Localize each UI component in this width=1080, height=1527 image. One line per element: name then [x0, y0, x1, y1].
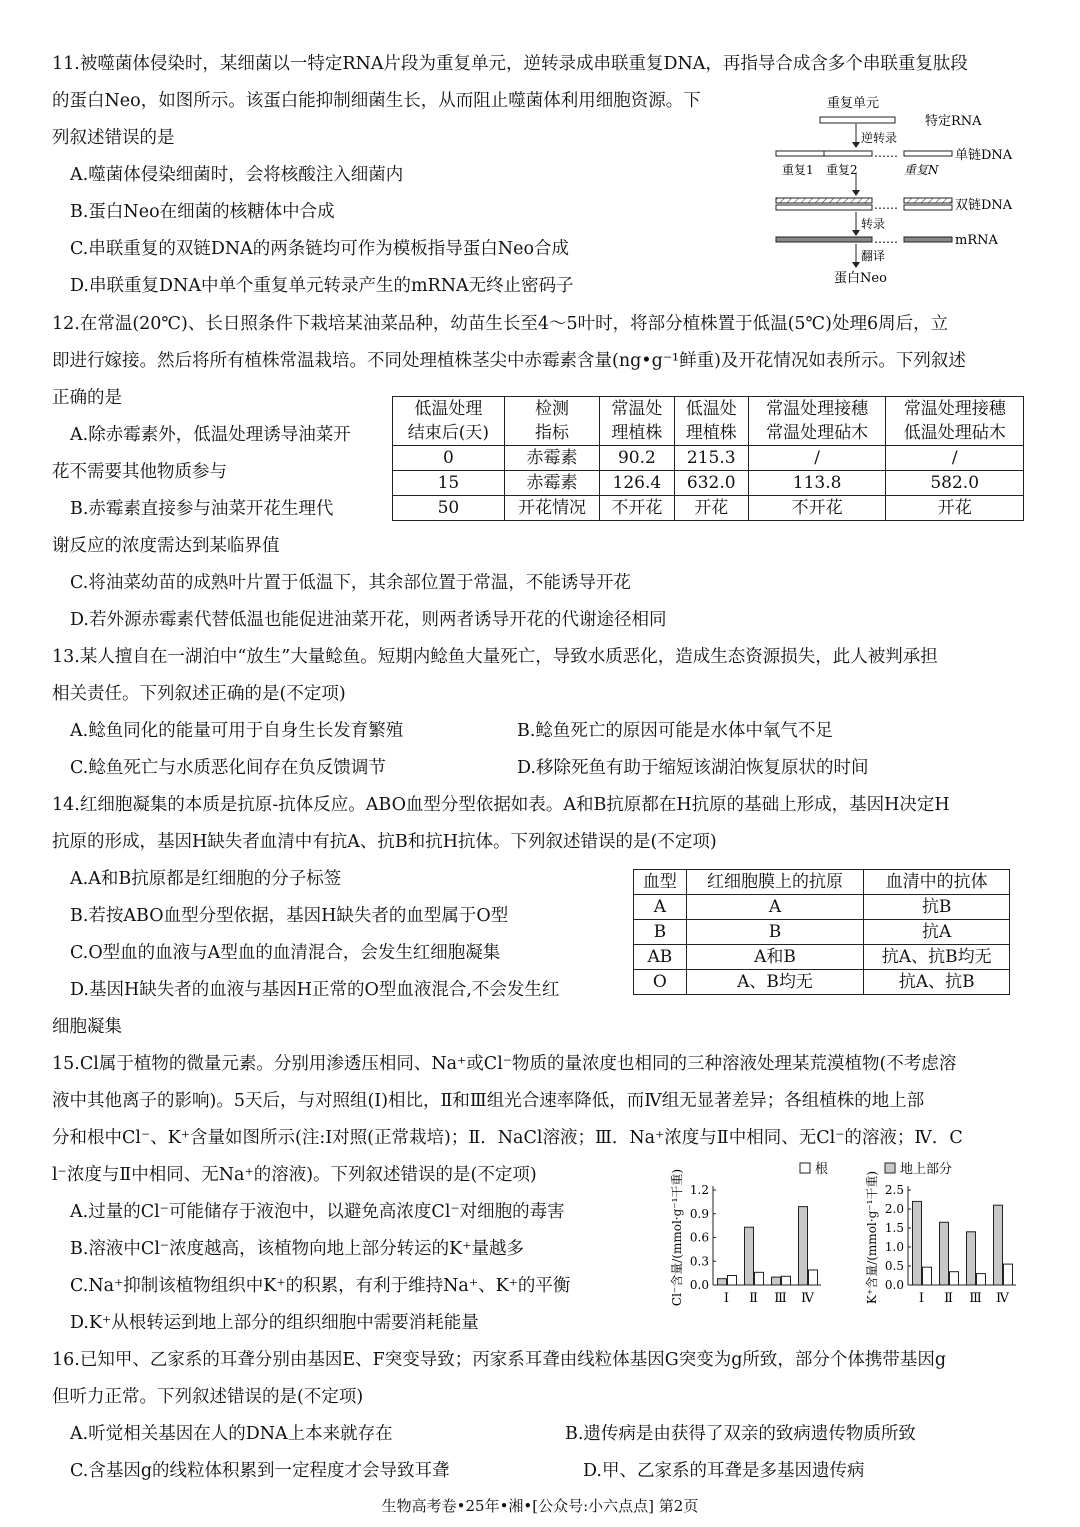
table-cell: 不开花 — [748, 496, 886, 521]
q12-option-b: B.赤霉素直接参与油菜开花生理代 — [70, 499, 334, 519]
bar-root — [782, 1276, 791, 1285]
table-cell: 抗A — [864, 920, 1010, 945]
table-row — [393, 496, 1024, 521]
bar-shoot — [718, 1279, 727, 1285]
y-tick-label: 0.9 — [689, 1206, 709, 1221]
table-row — [634, 895, 1010, 920]
table-cell: A、B均无 — [686, 970, 864, 995]
header-cell: 常温处理接穗 低温处理砧木 — [886, 397, 1024, 446]
x-tick-label: Ⅲ — [969, 1291, 982, 1306]
q15-option-a: A.过量的Cl⁻可能储存于液泡中，以避免高浓度Cl⁻对细胞的毒害 — [70, 1202, 565, 1222]
q14-option-a: A.A和B抗原都是红细胞的分子标签 — [70, 869, 342, 889]
q11-option-d: D.串联重复DNA中单个重复单元转录产生的mRNA无终止密码子 — [70, 276, 574, 296]
bar-root — [728, 1276, 737, 1286]
table-header-row — [393, 397, 1024, 446]
table-cell: 抗B — [864, 895, 1010, 920]
q16-option-b: B.遗传病是由获得了双亲的致病遗传物质所致 — [565, 1424, 916, 1444]
header-cell: 血型 — [634, 870, 687, 895]
q13-stem: 相关责任。下列叙述正确的是(不定项) — [52, 684, 346, 704]
q12-option-b-cont: 谢反应的浓度需达到某临界值 — [52, 536, 280, 556]
table-cell: / — [886, 446, 1024, 471]
dsdna-strand — [776, 205, 872, 210]
q15-stem: 15.Cl属于植物的微量元素。分别用渗透压相同、Na⁺或Cl⁻物质的量浓度也相同的三种溶液处理某荒漠植物(不考虑溶 — [52, 1054, 957, 1074]
q14-option-c: C.O型血的血液与A型血的血清混合，会发生红细胞凝集 — [70, 943, 501, 963]
ssdna-label: 单链DNA — [955, 148, 1013, 163]
q11-option-a: A.噬菌体侵染细菌时，会将核酸注入细菌内 — [70, 165, 404, 185]
table-cell: 582.0 — [886, 471, 1024, 496]
header-cell: 红细胞膜上的抗原 — [686, 870, 864, 895]
table-cell: 0 — [393, 446, 505, 471]
table-cell: 开花 — [674, 496, 748, 521]
table-cell: B — [634, 920, 687, 945]
bar-root — [977, 1274, 986, 1285]
y-tick-label: 1.5 — [884, 1221, 904, 1235]
repeat-unit-label: 重复单元 — [827, 96, 880, 111]
q15-option-c: C.Na⁺抑制该植物组织中K⁺的积累，有利于维持Na⁺、K⁺的平衡 — [70, 1276, 571, 1296]
page-footer: 生物高考卷•25年•湘•[公众号:小六点点] 第2页 — [381, 1497, 699, 1515]
table-row — [634, 945, 1010, 970]
table-row — [634, 920, 1010, 945]
table-cell: 90.2 — [600, 446, 674, 471]
ssdna-seg — [904, 151, 952, 156]
q11-option-c: C.串联重复的双链DNA的两条链均可作为模板指导蛋白Neo合成 — [70, 239, 570, 259]
bar-shoot — [940, 1222, 949, 1285]
bar-root — [950, 1272, 959, 1285]
table-cell: 113.8 — [748, 471, 886, 496]
dsdna-strand — [904, 205, 952, 210]
bar-shoot — [799, 1207, 808, 1285]
table-cell: 开花情况 — [504, 496, 599, 521]
table-cell: 215.3 — [674, 446, 748, 471]
q11-stem: 的蛋白Neo，如图所示。该蛋白能抑制细菌生长，从而阻止噬菌体利用细胞资源。下 — [52, 91, 701, 111]
q12-stem: 即进行嫁接。然后将所有植株常温栽培。不同处理植株茎尖中赤霉素含量(ng•g⁻¹鲜重)及开花情况如表所示。下列叙述 — [52, 351, 966, 371]
table-cell: 不开花 — [600, 496, 674, 521]
x-tick-label: Ⅱ — [749, 1291, 758, 1306]
q12-option-a: A.除赤霉素外，低温处理诱导油菜开 — [70, 425, 351, 445]
dsdna-label: 双链DNA — [955, 198, 1013, 213]
q14-option-d: D.基因H缺失者的血液与基因H正常的O型血液混合,不会发生红 — [70, 980, 560, 1000]
q12-option-c: C.将油菜幼苗的成熟叶片置于低温下，其余部位置于常温，不能诱导开花 — [70, 573, 631, 593]
q12-stem: 正确的是 — [52, 388, 122, 408]
repeat1-label: 重复1 — [782, 163, 814, 177]
svg-text:……: …… — [874, 146, 898, 160]
bar-shoot — [967, 1232, 976, 1285]
bar-root — [1004, 1264, 1013, 1285]
q13-stem: 13.某人擅自在一湖泊中“放生”大量鲶鱼。短期内鲶鱼大量死亡，导致水质恶化，造成生态资源损失，此人被判承担 — [52, 647, 938, 667]
q13-option-a: A.鲶鱼同化的能量可用于自身生长发育繁殖 — [70, 721, 404, 741]
q16-stem: 但听力正常。下列叙述错误的是(不定项) — [52, 1387, 364, 1407]
q12-stem: 12.在常温(20℃)、长日照条件下栽培某油菜品种，幼苗生长至4～5叶时，将部分植株置于低温(5℃)处理6周后，立 — [52, 314, 949, 334]
y-axis-label: Cl⁻含量/(mmol·g⁻¹干重) — [670, 1168, 684, 1307]
specific-rna-label: 特定RNA — [925, 114, 982, 129]
q12-option-d: D.若外源赤霉素代替低温也能促进油菜开花，则两者诱导开花的代谢途径相同 — [70, 610, 667, 630]
transcription-label: 转录 — [861, 217, 886, 231]
q14-stem: 14.红细胞凝集的本质是抗原-抗体反应。ABO血型分型依据如表。A和B抗原都在H抗原的基础上形成，基因H决定H — [52, 795, 950, 815]
q16-stem: 16.已知甲、乙家系的耳聋分别由基因E、F突变导致；丙家系耳聋由线粒体基因G突变为g所致，部分个体携带基因g — [52, 1350, 947, 1370]
reverse-transcription-label: 逆转录 — [861, 131, 898, 145]
q12-table — [392, 396, 1024, 521]
table-cell: 抗A、抗B均无 — [864, 945, 1010, 970]
q15-bar-charts — [640, 1160, 1030, 1320]
q16-option-c: C.含基因g的线粒体积累到一定程度才会导致耳聋 — [70, 1461, 450, 1481]
table-cell: 赤霉素 — [504, 471, 599, 496]
q14-stem: 抗原的形成，基因H缺失者血清中有抗A、抗B和抗H抗体。下列叙述错误的是(不定项) — [52, 832, 717, 852]
dsdna-strand — [776, 198, 872, 203]
q15-stem: 液中其他离子的影响)。5天后，与对照组(Ⅰ)相比，Ⅱ和Ⅲ组光合速率降低，而Ⅳ组无显著差异；各组植株的地上部 — [52, 1091, 925, 1111]
y-tick-label: 0.0 — [689, 1278, 709, 1292]
table-cell: A — [634, 895, 687, 920]
table-cell: A — [686, 895, 864, 920]
table-cell: / — [748, 446, 886, 471]
q15-stem: 分和根中Cl⁻、K⁺含量如图所示(注:Ⅰ对照(正常栽培)；Ⅱ．NaCl溶液；Ⅲ．Na⁺浓度与Ⅱ中相同、无Cl⁻的溶液；Ⅳ．C — [52, 1128, 963, 1148]
q15-stem: l⁻浓度与Ⅱ中相同、无Na⁺的溶液)。下列叙述错误的是(不定项) — [52, 1165, 537, 1185]
svg-text:……: …… — [874, 198, 898, 212]
table-cell: AB — [634, 945, 687, 970]
table-cell: B — [686, 920, 864, 945]
table-cell: 126.4 — [600, 471, 674, 496]
table-cell: O — [634, 970, 687, 995]
q13-option-d: D.移除死鱼有助于缩短该湖泊恢复原状的时间 — [517, 758, 869, 778]
x-tick-label: Ⅰ — [918, 1291, 925, 1306]
table-cell: 50 — [393, 496, 505, 521]
q11-option-b: B.蛋白Neo在细菌的核糖体中合成 — [70, 202, 335, 222]
x-tick-label: Ⅳ — [801, 1291, 814, 1306]
legend-label: 地上部分 — [900, 1162, 953, 1177]
q12-option-a-cont: 花不需要其他物质参与 — [52, 462, 227, 482]
svg-text:……: …… — [874, 232, 898, 246]
bar-shoot — [772, 1277, 781, 1285]
mrna-bar — [776, 237, 872, 242]
q13-option-c: C.鲶鱼死亡与水质恶化间存在负反馈调节 — [70, 758, 386, 778]
table-cell: 开花 — [886, 496, 1024, 521]
header-cell: 低温处理 结束后(天) — [393, 397, 505, 446]
y-tick-label: 1.2 — [689, 1183, 709, 1197]
repeat2-label: 重复2 — [826, 163, 858, 177]
table-row — [393, 471, 1024, 496]
table-cell: 抗A、抗B — [864, 970, 1010, 995]
header-cell: 低温处 理植株 — [674, 397, 748, 446]
q16-option-d: D.甲、乙家系的耳聋是多基因遗传病 — [583, 1461, 865, 1481]
legend-swatch — [800, 1163, 810, 1173]
table-cell: 15 — [393, 471, 505, 496]
bar-root — [809, 1270, 818, 1285]
legend-label: 根 — [815, 1162, 829, 1177]
header-cell: 检测 指标 — [504, 397, 599, 446]
x-tick-label: Ⅰ — [723, 1291, 730, 1306]
y-tick-label: 0.3 — [689, 1254, 709, 1269]
dsdna-strand — [904, 198, 952, 203]
bar-root — [755, 1272, 764, 1285]
table-cell: A和B — [686, 945, 864, 970]
bar-shoot — [994, 1205, 1003, 1285]
table-row — [634, 970, 1010, 995]
header-cell: 血清中的抗体 — [864, 870, 1010, 895]
mrna-label: mRNA — [955, 233, 998, 248]
y-tick-label: 0.0 — [884, 1278, 904, 1292]
header-cell: 常温处理接穗 常温处理砧木 — [748, 397, 886, 446]
protein-neo-label: 蛋白Neo — [834, 271, 887, 286]
ssdna-seg — [824, 151, 872, 156]
bar-shoot — [913, 1201, 922, 1285]
q13-option-b: B.鲶鱼死亡的原因可能是水体中氧气不足 — [517, 721, 833, 741]
y-tick-label: 1.0 — [884, 1240, 904, 1254]
q11-stem: 11.被噬菌体侵染时，某细菌以一特定RNA片段为重复单元，逆转录成串联重复DNA，再指导合成含多个串联重复肽段 — [52, 54, 968, 74]
q16-option-a: A.听觉相关基因在人的DNA上本来就存在 — [70, 1424, 393, 1444]
ssdna-seg — [776, 151, 824, 156]
y-tick-label: 0.6 — [689, 1230, 709, 1245]
x-tick-label: Ⅳ — [996, 1291, 1009, 1306]
table-cell: 赤霉素 — [504, 446, 599, 471]
x-tick-label: Ⅲ — [774, 1291, 787, 1306]
bar-shoot — [745, 1227, 754, 1285]
q14-option-d-cont: 细胞凝集 — [52, 1017, 122, 1037]
y-tick-label: 2.0 — [884, 1202, 904, 1216]
repeatN-label: 重复N — [904, 163, 939, 177]
y-tick-label: 0.5 — [884, 1259, 904, 1273]
q15-option-b: B.溶液中Cl⁻浓度越高，该植物向地上部分转运的K⁺量越多 — [70, 1239, 524, 1259]
bar-root — [923, 1267, 932, 1285]
legend-swatch — [885, 1163, 895, 1173]
q15-option-d: D.K⁺从根转运到地上部分的组织细胞中需要消耗能量 — [70, 1313, 479, 1333]
x-tick-label: Ⅱ — [944, 1291, 953, 1306]
specific-rna-bar — [820, 117, 895, 123]
translation-label: 翻译 — [861, 249, 886, 263]
table-header-row — [634, 870, 1010, 895]
q11-stem: 列叙述错误的是 — [52, 128, 175, 148]
header-cell: 常温处 理植株 — [600, 397, 674, 446]
q11-diagram — [770, 92, 1040, 288]
y-tick-label: 2.5 — [884, 1183, 904, 1197]
table-row — [393, 446, 1024, 471]
q14-option-b: B.若按ABO血型分型依据，基因H缺失者的血型属于O型 — [70, 906, 509, 926]
q14-table — [633, 869, 1010, 995]
table-cell: 632.0 — [674, 471, 748, 496]
mrna-bar — [904, 237, 952, 242]
y-axis-label: K⁺含量/(mmol·g⁻¹干重) — [865, 1170, 879, 1305]
